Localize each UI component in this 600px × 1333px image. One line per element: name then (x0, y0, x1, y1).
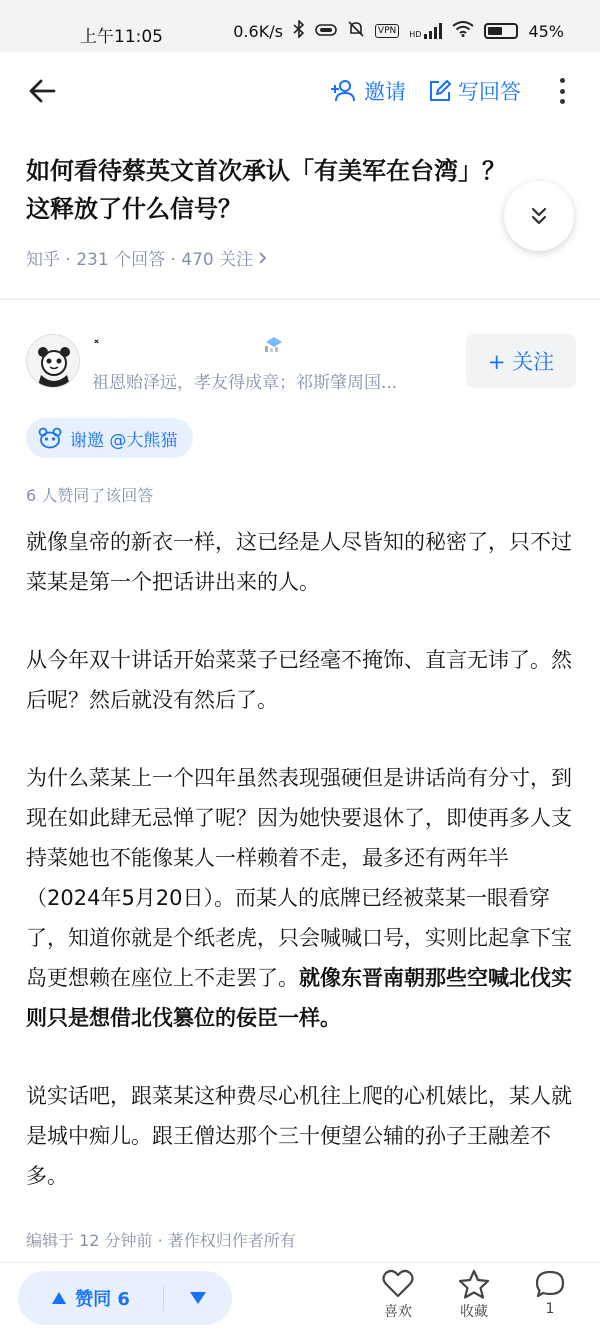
question-title[interactable]: 如何看待蔡英文首次承认「有美军在台湾」？这释放了什么信号？ (26, 157, 506, 223)
more-options-button[interactable] (552, 74, 572, 108)
vibrate-icon (315, 22, 337, 41)
question-meta[interactable] (26, 245, 269, 270)
battery-percent: 45% (528, 21, 564, 41)
collect-button[interactable] (444, 1269, 504, 1321)
comment-button[interactable] (520, 1269, 580, 1317)
collect-label: 收藏 (460, 1304, 488, 1320)
write-answer-button[interactable] (428, 76, 521, 106)
edit-icon (428, 79, 452, 103)
edit-meta: 编辑于 12 分钟前 · 著作权归作者所有 (26, 1231, 296, 1250)
mute-icon (347, 20, 365, 42)
invited-by-label: 谢邀 @大熊猫 (70, 430, 178, 451)
vote-group (18, 1271, 232, 1325)
write-answer-label: 写回答 (458, 80, 521, 104)
comment-icon (534, 1269, 566, 1299)
answer-paragraph (26, 758, 578, 1038)
add-person-icon (330, 79, 358, 103)
back-button[interactable] (26, 74, 60, 108)
like-button[interactable] (368, 1269, 428, 1321)
signal-icon (409, 23, 442, 39)
status-time: 上午11:05 (80, 27, 163, 47)
expand-question-button[interactable] (504, 181, 574, 251)
more-dot (560, 78, 565, 83)
net-speed: 0.6K/s (233, 21, 283, 41)
follow-button[interactable]: + 关注 (466, 334, 576, 388)
top-nav (0, 52, 600, 130)
wifi-icon (452, 21, 474, 41)
downvote-button[interactable] (164, 1271, 232, 1325)
invite-button[interactable] (330, 76, 406, 106)
bluetooth-icon (293, 20, 305, 42)
answer-bold-text: 就像东晋南朝那些空喊北伐实则只是想借北伐篡位的佞臣一样。 (26, 966, 572, 1030)
question-meta-text: 知乎 · 231 个回答 · 470 关注 (26, 250, 254, 270)
answer-body (26, 522, 578, 1196)
author-avatar[interactable] (26, 334, 80, 388)
vpn-icon: VPN (375, 24, 399, 38)
answer-paragraph: 就像皇帝的新衣一样，这已经是人尽皆知的秘密了，只不过菜某是第一个把话讲出来的人。 (26, 530, 572, 594)
status-icons (233, 20, 564, 42)
author-badge-icon (262, 334, 286, 354)
bottom-action-bar (0, 1262, 600, 1333)
more-dot (560, 89, 565, 94)
upvote-label: 赞同 6 (75, 1289, 130, 1310)
like-label: 喜欢 (384, 1304, 412, 1320)
triangle-down-icon (189, 1291, 207, 1305)
answer-paragraph: 说实话吧，跟菜某这种费尽心机往上爬的心机婊比，某人就是城中痴儿。跟王僧达那个三十便望公辅的孙子王融差不多。 (26, 1084, 572, 1188)
invited-by-chip[interactable] (26, 418, 193, 458)
answer-paragraph-text: 从今年双十讲话开始菜菜子已经毫不掩饰、直言无讳了。然后呢？然后就没有然后了。 (26, 648, 572, 712)
invite-label: 邀请 (364, 80, 406, 104)
more-dot (560, 99, 565, 104)
author-name[interactable]: ˟ (92, 338, 101, 359)
upvote-button[interactable] (18, 1271, 163, 1325)
answer-paragraph (26, 640, 578, 720)
chevron-double-down-icon (528, 205, 550, 227)
heart-icon (382, 1269, 414, 1299)
answer-paragraph-text: 为什么菜某上一个四年虽然表现强硬但是讲话尚有分寸，到现在如此肆无忌惮了呢？因为她快要退休了，即使再多人支持菜她也不能像某人一样赖着不走，最多还有两年半（2024年5月20日）。而某人的底牌已经被菜某一眼看穿了，知道你就是个纸老虎，只会喊喊口号，实则比起拿下宝岛更想赖在座位上不走罢了。 (26, 766, 572, 990)
status-bar (0, 0, 600, 52)
comment-count: 1 (545, 1301, 555, 1317)
panda-icon (38, 427, 62, 449)
star-icon (458, 1269, 490, 1299)
vote-summary: 6 人赞同了该回答 (26, 486, 154, 505)
chevron-right-icon (255, 250, 269, 266)
hd-label: HD (409, 30, 422, 39)
author-bio: 祖恩贻泽远，孝友得成章；祁斯肇周国... (92, 373, 398, 393)
arrow-left-icon (26, 74, 60, 108)
triangle-up-icon (51, 1291, 67, 1305)
battery-icon (484, 23, 518, 39)
section-divider (0, 298, 600, 300)
